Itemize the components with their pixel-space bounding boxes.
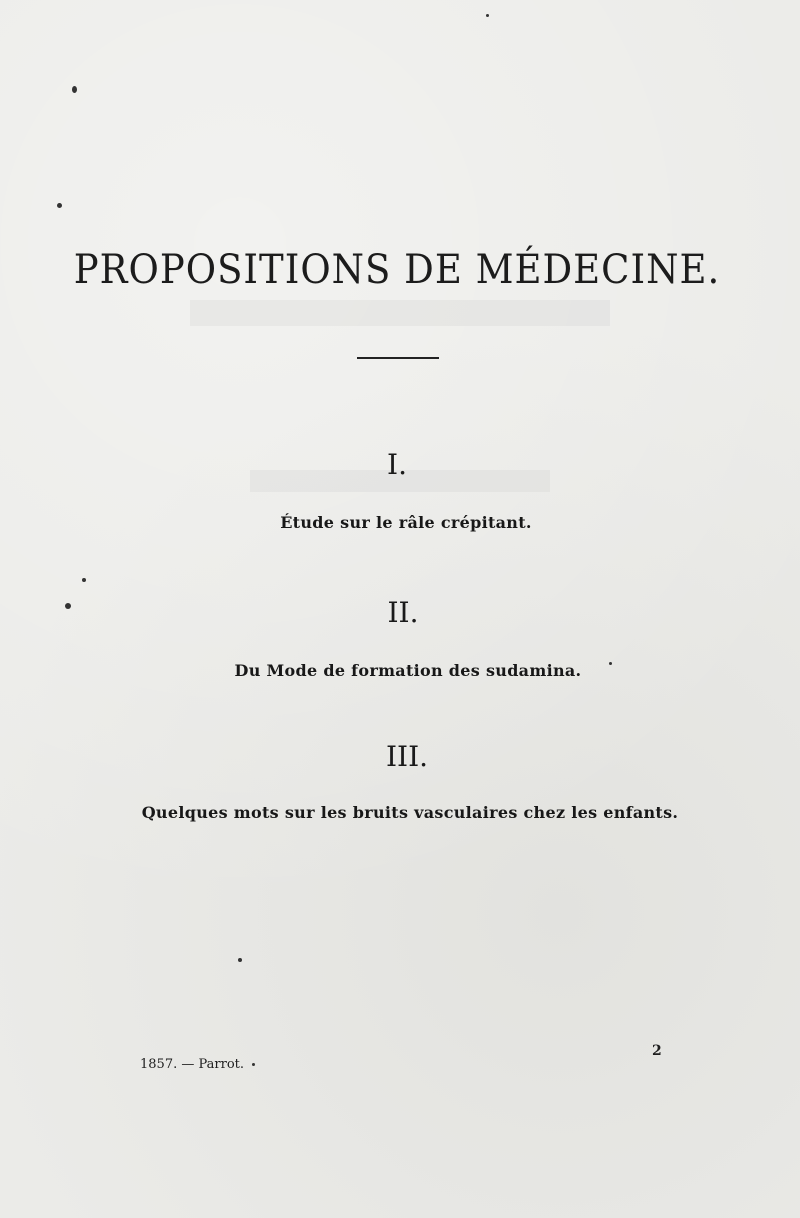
proposition-text-1: Étude sur le râle crépitant.	[280, 513, 532, 532]
paper-speck	[72, 86, 77, 93]
title-divider	[357, 357, 439, 359]
paper-speck	[252, 1063, 255, 1066]
footer-signature: 1857. — Parrot.	[140, 1057, 245, 1072]
paper-speck	[57, 203, 62, 208]
proposition-text-2: Du Mode de formation des sudamina.	[234, 661, 582, 680]
paper-speck	[486, 14, 489, 17]
bleed-through-shadow	[0, 300, 800, 328]
proposition-numeral-2: II.	[387, 596, 419, 629]
page-title: PROPOSITIONS DE MÉDECINE.	[73, 246, 721, 293]
proposition-text-3: Quelques mots sur les bruits vasculaires chez les enfants.	[141, 803, 679, 822]
proposition-numeral-1: I.	[387, 448, 407, 481]
page-number: 2	[652, 1043, 662, 1059]
paper-speck	[238, 958, 242, 962]
paper-speck	[82, 578, 86, 582]
proposition-numeral-3: III.	[385, 740, 429, 773]
